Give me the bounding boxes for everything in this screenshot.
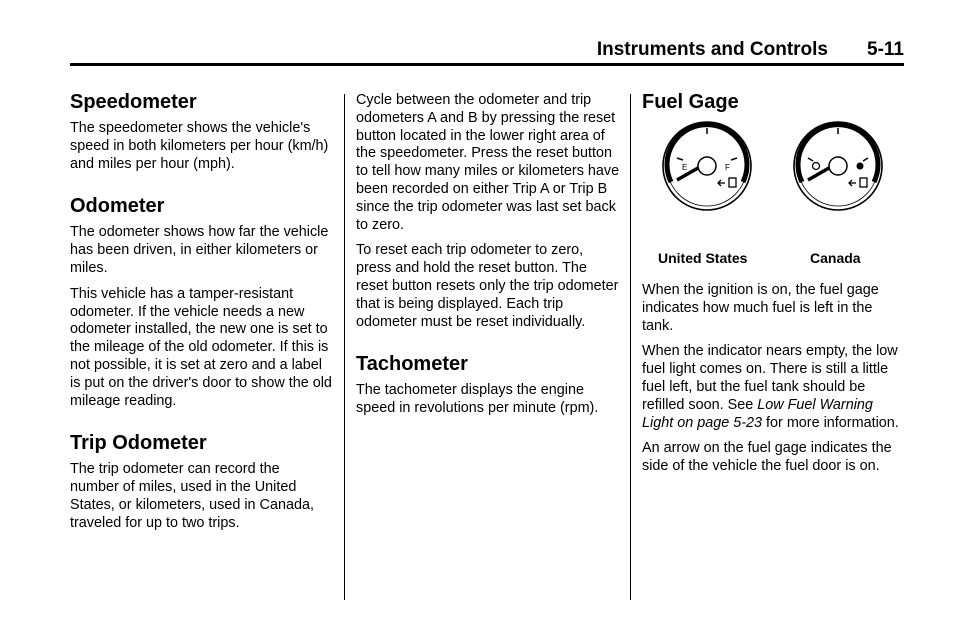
speedometer-text: The speedometer shows the vehicle's speed in both kilometers per hour (km/h) and miles per hour (mph). <box>70 120 329 172</box>
us-empty-label: E <box>682 163 688 172</box>
column-1 <box>70 90 332 541</box>
fuel-gage-heading: Fuel Gage <box>642 91 739 113</box>
column-2 <box>356 92 622 426</box>
page-number: 5-11 <box>867 39 904 60</box>
speedometer-heading: Speedometer <box>70 91 197 113</box>
reset-text: To reset each trip odometer to zero, press and hold the reset button. The reset button resets only the trip odometer that is being displayed. Each trip odometer must be reset individually. <box>356 242 619 330</box>
column-divider-1 <box>344 94 345 600</box>
column-3 <box>642 90 904 484</box>
odometer-text-2: This vehicle has a tamper-resistant odometer. If the vehicle needs a new odometer installed, the new one is set to the mileage of the old odometer. If this is not possible, it is set at zero and a label is put on the driver's door to show the old mileage reading. <box>70 285 332 409</box>
cycle-text: Cycle between the odometer and trip odometers A and B by pressing the reset button located in the lower right area of the speedometer. Press the reset button to tell how many miles or kilometers have been recorded on either Trip A or Trip B since the trip odometer was last set back to zero. <box>356 92 620 233</box>
low-fuel-warning-reference[interactable]: Low Fuel Warning Light on page 5-23 <box>642 396 873 431</box>
caption-united-states: United States <box>658 250 748 266</box>
caption-canada: Canada <box>810 250 861 266</box>
us-full-label: F <box>725 163 730 172</box>
trip-odometer-text: The trip odometer can record the number of miles, used in the United States, or kilometers, used in Canada, traveled for up to two trips. <box>70 461 314 531</box>
section-title: Instruments and Controls <box>596 39 828 60</box>
arrow-text: An arrow on the fuel gage indicates the side of the vehicle the fuel door is on. <box>642 440 892 475</box>
odometer-text-1: The odometer shows how far the vehicle has been driven, in either kilometers or miles. <box>70 224 329 276</box>
tachometer-text: The tachometer displays the engine speed in revolutions per minute (rpm). <box>356 382 599 417</box>
odometer-heading: Odometer <box>70 195 165 218</box>
indicator-text: When the indicator nears empty, the low fuel light comes on. There is still a little fuel left, but the fuel tank should be refilled soon. See Low Fuel Warning Light on page 5-23 for more information. <box>642 343 899 431</box>
page-header <box>70 36 904 64</box>
canada-fuel-gauge <box>794 122 882 210</box>
us-fuel-gauge <box>663 122 751 210</box>
header-rule <box>70 63 904 66</box>
fuel-gauge-figure <box>642 120 904 266</box>
fuel-gauge-illustration <box>642 120 904 240</box>
ignition-text: When the ignition is on, the fuel gage indicates how much fuel is left in the tank. <box>642 282 879 334</box>
trip-odometer-heading: Trip Odometer <box>70 432 207 455</box>
tachometer-heading: Tachometer <box>356 353 468 376</box>
column-divider-2 <box>630 94 631 600</box>
